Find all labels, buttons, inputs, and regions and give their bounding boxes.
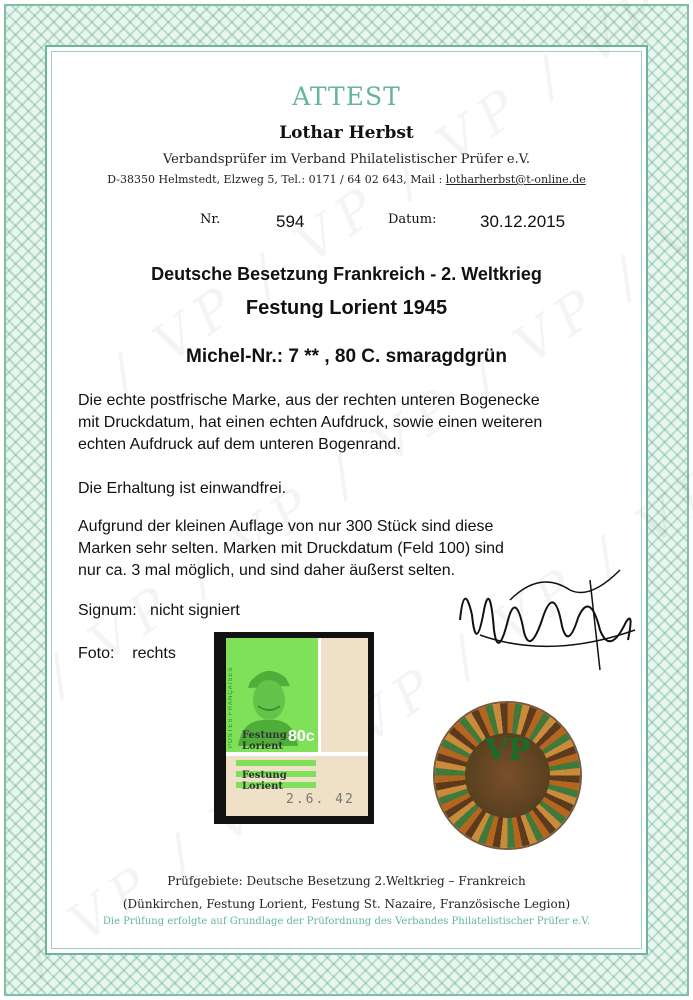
nr-label: Nr.: [200, 212, 221, 227]
heading-catalog-number: Michel-Nr.: 7 ** , 80 C. smaragdgrün: [186, 346, 507, 367]
rarity-paragraph: [78, 516, 504, 582]
heading-territory: Deutsche Besetzung Frankreich - 2. Weltkrieg: [151, 264, 542, 284]
heading-issue: Festung Lorient 1945: [245, 297, 448, 319]
footer-note: Die Prüfung erfolgte auf Grundlage der Prüfordnung des Verbandes Philatelistischer Prüfer e.V.: [102, 916, 591, 927]
foto-label: Foto:: [78, 645, 115, 662]
sheet-print-date: 2.6. 42: [286, 792, 355, 807]
examiner-address: [0, 173, 693, 186]
certificate-title: ATTEST: [292, 82, 401, 111]
datum-label: Datum:: [388, 212, 437, 227]
condition-paragraph: Die Erhaltung ist einwandfrei.: [78, 480, 287, 497]
text-line: echten Aufdruck auf dem unteren Bogenrand.: [78, 436, 401, 453]
foto-row: [78, 643, 176, 665]
text-line: Marken sehr selten. Marken mit Druckdatum (Feld 100) sind: [78, 540, 504, 557]
nr-value: 594: [276, 212, 305, 231]
signum-row: [78, 600, 240, 622]
stamp-side-text: POSTES FRANÇAISES: [228, 666, 234, 748]
text-line: Die echte postfrische Marke, aus der rechten unteren Bogenecke: [78, 392, 540, 409]
handwritten-signature: [450, 560, 640, 690]
email-link[interactable]: lotharherbst@t-online.de: [445, 173, 586, 186]
address-text: D-38350 Helmstedt, Elzweg 5, Tel.: 0171 / 64 02 643, Mail :: [107, 173, 446, 186]
foto-value: rechts: [132, 645, 176, 662]
text-line: mit Druckdatum, hat einen echten Aufdruck, sowie einen weiteren: [78, 414, 543, 431]
overprint-line: Lorient: [242, 781, 284, 792]
stamp-photo: [214, 632, 374, 824]
seal-mark: VP: [484, 733, 531, 768]
overprint-on-stamp: [242, 730, 287, 752]
overprint-line: Lorient: [242, 741, 284, 752]
overprint-line: Festung: [242, 770, 287, 781]
text-line: nur ca. 3 mal möglich, und sind daher äußerst selten.: [78, 562, 456, 579]
datum-value: 30.12.2015: [480, 212, 566, 231]
examination-areas-detail: (Dünkirchen, Festung Lorient, Festung St. Nazaire, Französische Legion): [122, 897, 571, 911]
text-line: Aufgrund der kleinen Auflage von nur 300 Stück sind diese: [78, 518, 494, 535]
perforation-v: [318, 638, 321, 756]
signum-value: nicht signiert: [150, 602, 240, 619]
description-paragraph: [78, 390, 542, 456]
examiner-association: Verbandsprüfer im Verband Philatelistischer Prüfer e.V.: [162, 152, 530, 167]
signum-label: Signum:: [78, 602, 137, 619]
overprint-line: Festung: [242, 730, 287, 741]
examiner-seal: [435, 703, 580, 848]
stamp-denomination: 80c: [288, 728, 315, 745]
examiner-name: Lothar Herbst: [279, 123, 414, 143]
perforation-h: [226, 752, 368, 756]
overprint-on-margin: [242, 770, 287, 792]
examination-areas: Prüfgebiete: Deutsche Besetzung 2.Weltkrieg – Frankreich: [167, 874, 526, 888]
